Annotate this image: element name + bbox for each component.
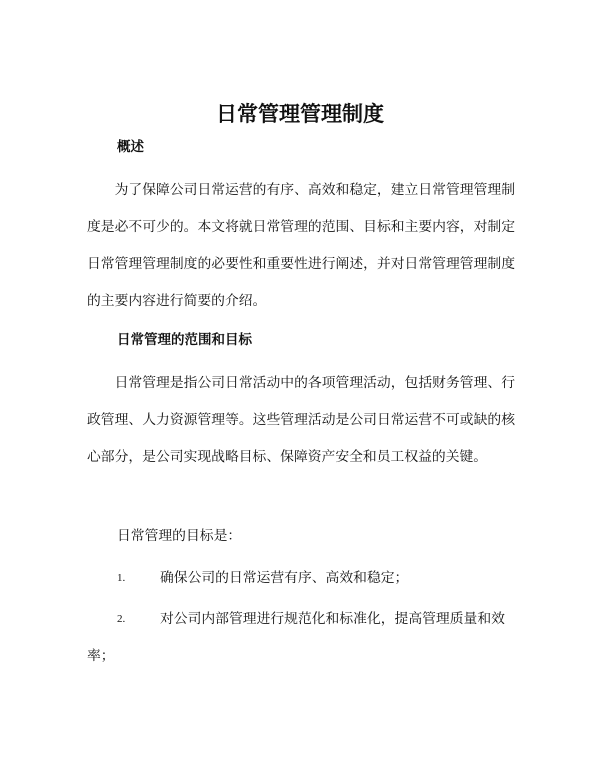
list-number: 1. [117, 572, 126, 584]
section-heading-scope: 日常管理的范围和目标 [117, 332, 252, 348]
scope-paragraph: 日常管理是指公司日常活动中的各项管理活动，包括财务管理、行政管理、人力资源管理等。这些管理活动是公司日常运营不可或缺的核心部分，是公司实现战略目标、保障资产安全和员工权益的关键。 [87, 375, 515, 465]
section-heading-overview: 概述 [117, 139, 144, 155]
document-title: 日常管理管理制度 [216, 102, 384, 126]
list-item-text: 对公司内部管理进行规范化和标准化，提高管理质量和效率； [87, 611, 505, 664]
goals-intro: 日常管理的目标是： [117, 528, 242, 544]
goal-list-item [87, 601, 515, 675]
list-number: 2. [117, 613, 126, 625]
list-item-text: 确保公司的日常运营有序、高效和稳定； [160, 570, 409, 586]
goal-list-item [87, 560, 515, 597]
overview-paragraph: 为了保障公司日常运营的有序、高效和稳定，建立日常管理管理制度是必不可少的。本文将就日常管理的范围、目标和主要内容，对制定日常管理管理制度的必要性和重要性进行阐述，并对日常管理管理制度的主要内容进行简要的介绍。 [87, 182, 515, 309]
